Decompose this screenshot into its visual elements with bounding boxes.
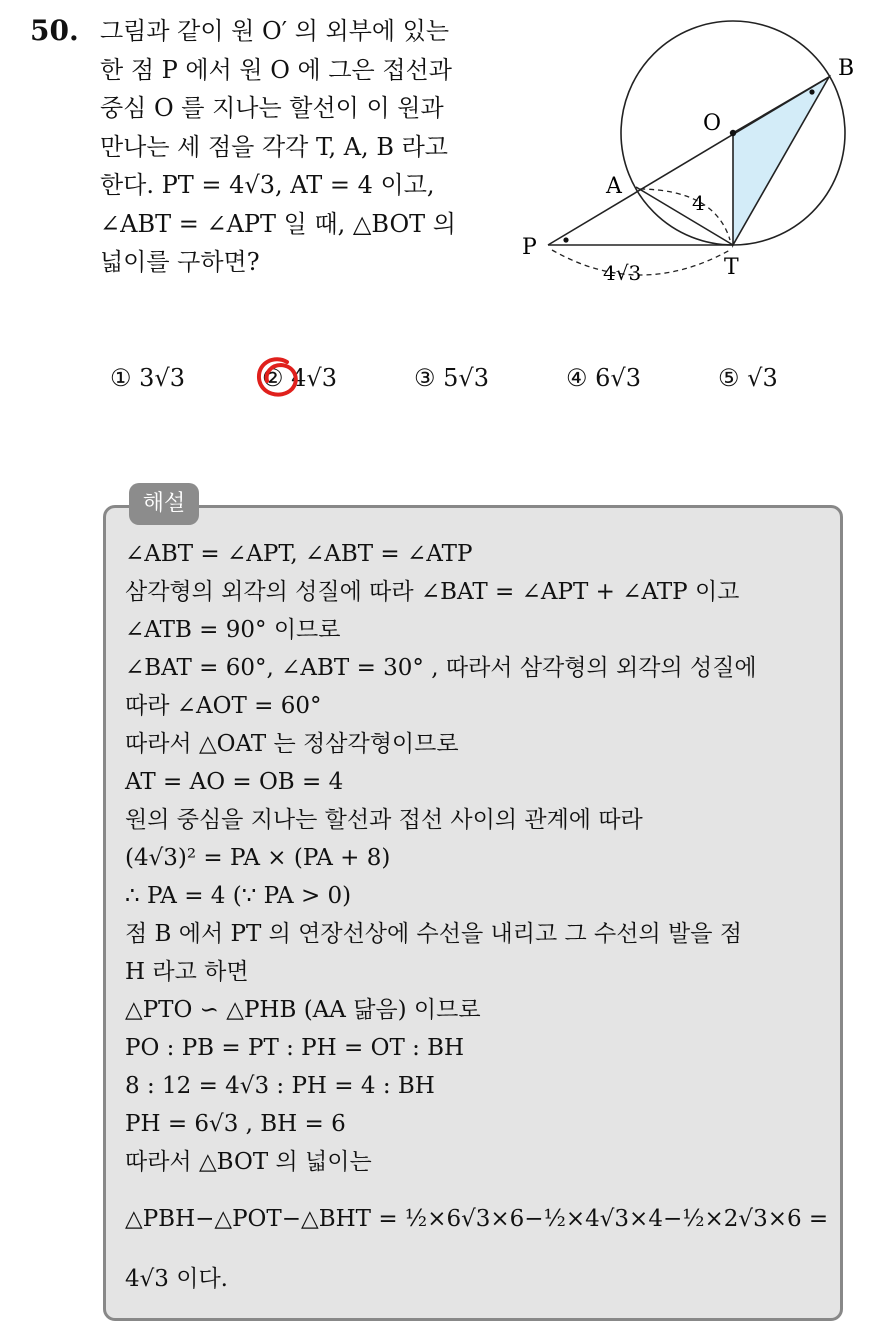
- question-line: 넓이를 구하면?: [100, 248, 260, 276]
- choice-value: √3: [747, 364, 778, 392]
- solution-line: 따라서 △OAT 는 정삼각형이므로: [125, 731, 459, 757]
- question-line: 한 점 P 에서 원 O 에 그은 접선과: [100, 55, 452, 84]
- question-line: 중심 O 를 지나는 할선이 이 원과: [100, 94, 444, 122]
- choice-value: 6√3: [595, 364, 641, 392]
- choice-number: ④: [566, 364, 588, 392]
- solution-tag: 해설: [129, 483, 199, 525]
- choice-number: ③: [414, 364, 436, 392]
- solution-line: PO : PB = PT : PH = OT : BH: [125, 1035, 465, 1061]
- label-t: T: [724, 255, 739, 280]
- solution-line: 삼각형의 외각의 성질에 따라 ∠BAT = ∠APT + ∠ATP 이고: [125, 579, 740, 605]
- label-a: A: [606, 174, 622, 199]
- choice-number: ①: [110, 364, 132, 392]
- question-text: [100, 12, 490, 282]
- solution-line: ∴ PA = 4 (∵ PA > 0): [125, 883, 352, 909]
- choice-4[interactable]: [566, 364, 641, 392]
- solution-line: 4√3 이다.: [125, 1266, 228, 1292]
- solution-line: 점 B 에서 PT 의 연장선상에 수선을 내리고 그 수선의 발을 점: [125, 921, 742, 947]
- label-pt-length: 4√3: [603, 261, 642, 285]
- solution-line: ∠ATB = 90° 이므로: [125, 617, 341, 643]
- solution-line: AT = AO = OB = 4: [125, 769, 344, 795]
- solution-line: 따라서 △BOT 의 넓이는: [125, 1149, 372, 1175]
- solution-line: △PTO ∽ △PHB (AA 닮음) 이므로: [125, 997, 481, 1023]
- choice-number: ⑤: [718, 364, 740, 392]
- angle-dot-p: [563, 237, 568, 242]
- solution-line: ∠ABT = ∠APT, ∠ABT = ∠ATP: [125, 541, 473, 567]
- center-dot: [730, 130, 736, 136]
- question-line: 한다. PT = 4√3, AT = 4 이고,: [100, 171, 435, 199]
- choice-3[interactable]: [414, 364, 489, 392]
- solution-line: 원의 중심을 지나는 할선과 접선 사이의 관계에 따라: [125, 807, 643, 833]
- solution-line: PH = 6√3 , BH = 6: [125, 1111, 346, 1137]
- triangle-bot: [733, 77, 829, 245]
- geometry-figure: [510, 10, 880, 300]
- choice-value: 4√3: [291, 364, 337, 392]
- solution-text: [125, 535, 835, 1301]
- question-number: 50.: [30, 14, 79, 47]
- choice-5[interactable]: [718, 364, 778, 392]
- question-line: ∠ABT = ∠APT 일 때, △BOT 의: [100, 209, 456, 238]
- question-line: 만나는 세 점을 각각 T, A, B 라고: [100, 132, 448, 161]
- solution-line: ∠BAT = 60°, ∠ABT = 30° , 따라서 삼각형의 외각의 성질에: [125, 655, 757, 681]
- label-o: O: [703, 111, 722, 136]
- solution-line: H 라고 하면: [125, 959, 249, 985]
- secant-line: [548, 77, 829, 245]
- angle-dot-b: [809, 89, 814, 94]
- answer-circle-mark: [253, 354, 301, 402]
- answer-choices: [110, 364, 830, 404]
- solution-line: 따라 ∠AOT = 60°: [125, 693, 322, 719]
- label-at-length: 4: [692, 191, 705, 215]
- choice-number: ②: [262, 364, 284, 392]
- question-line: 그림과 같이 원 O′ 의 외부에 있는: [100, 17, 450, 45]
- solution-line: △PBH−△POT−△BHT = ½×6√3×6−½×4√3×4−½×2√3×6 =: [125, 1206, 829, 1232]
- label-p: P: [522, 235, 537, 260]
- choice-1[interactable]: [110, 364, 185, 392]
- choice-value: 5√3: [443, 364, 489, 392]
- solution-line: (4√3)² = PA × (PA + 8): [125, 845, 391, 871]
- solution-line: 8 : 12 = 4√3 : PH = 4 : BH: [125, 1073, 435, 1099]
- choice-value: 3√3: [139, 364, 185, 392]
- label-b: B: [838, 56, 855, 81]
